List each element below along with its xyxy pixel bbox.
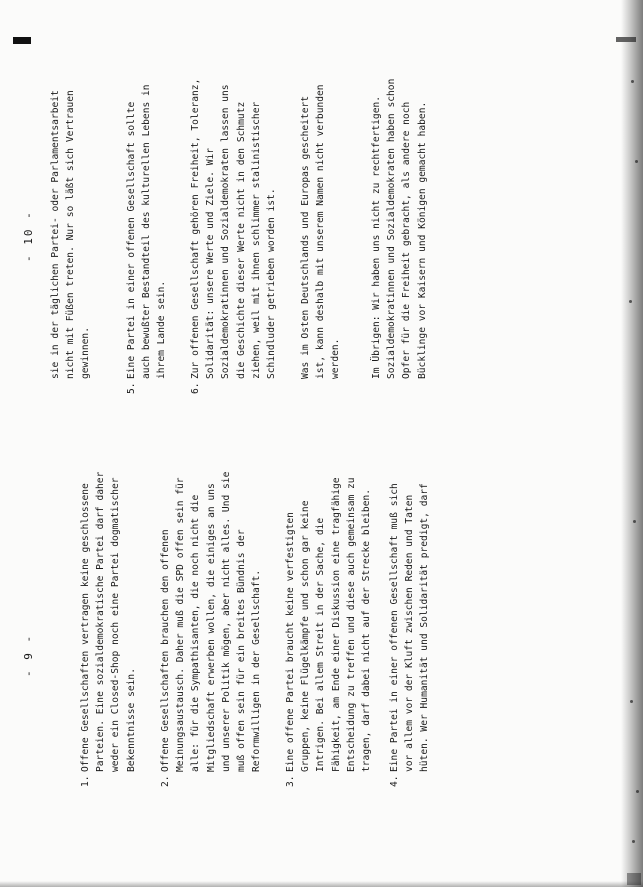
text-line: Fähigkeit, am Ende einer Diskussion eine tragfähige <box>330 477 342 772</box>
text-line: Eine offene Partei braucht keine verfestigten <box>285 512 296 772</box>
text-line: hüten. Wer Humanität und Solidarität predigt, darf <box>419 483 431 772</box>
item-number: 4. <box>389 775 400 787</box>
text-line: Entscheidung zu treffen und diese auch gemeinsam zu <box>345 477 357 772</box>
text-line: Bekenntnisse sein. <box>125 668 137 772</box>
text-line: Parteien. Eine sozialdemokratische Partei darf daher <box>95 471 107 772</box>
text-line: werden. <box>330 338 342 379</box>
text-line: alle: für die Sympathisanten, die noch nicht die <box>190 494 202 772</box>
continuation-paragraph <box>48 90 94 379</box>
text-line: vor allem vor der Kluft zwischen Reden und Taten <box>404 494 416 772</box>
paragraph <box>369 79 430 379</box>
text-line: Zur offenen Gesellschaft gehören Freiheit, Toleranz, <box>190 78 201 379</box>
text-line: Schindluder getrieben worden ist. <box>266 188 278 379</box>
text-line: Meinungsaustausch. Daher muß die SPD offen sein für <box>175 477 187 772</box>
item-number: 2. <box>160 775 171 787</box>
page-number-right: - 10 - <box>22 210 35 262</box>
text-line: Offene Gesellschaften vertragen keine geschlossene <box>80 483 91 772</box>
page-number-left: - 9 - <box>22 633 35 677</box>
text-line: tragen, darf dabei nicht auf der Strecke bleiben. <box>361 488 373 772</box>
text-line: Solidarität: unsere Werte und Ziele. Wir <box>205 147 217 379</box>
text-line: sie in der täglichen Partei- oder Parlamentsarbeit <box>50 90 61 379</box>
text-line: Sozialdemokratinnen und Sozialdemokraten lassen uns <box>220 84 232 379</box>
text-line: ihrem Lande sein. <box>156 280 168 379</box>
text-line: weder ein Closed-Shop noch eine Partei dogmatischer <box>110 477 122 772</box>
text-line: Was im Osten Deutschlands und Europas gescheitert <box>300 95 311 379</box>
text-line: Sozialdemokratinnen und Sozialdemokraten haben schon <box>386 78 398 379</box>
text-line: Gruppen, keine Flügelkämpfe und schon gar keine <box>300 500 312 772</box>
item-number: 5. <box>126 382 137 394</box>
text-line: muß offen sein für ein breites Bündnis der <box>236 529 248 772</box>
text-line: gewinnen. <box>80 327 92 379</box>
item-number: 6. <box>190 382 201 394</box>
text-line: Offene Gesellschaften brauchen den offenen <box>160 529 171 772</box>
text-line: Opfer für die Freiheit gebracht, als andere noch <box>401 101 413 379</box>
item-number: 3. <box>285 775 296 787</box>
text-line: Eine Partei in einer offenen Gesellschaft sollte <box>126 101 137 379</box>
text-line: die Geschichte dieser Werte nicht in den Schmutz <box>235 101 247 379</box>
text-line: Eine Partei in einer offenen Gesellschaft muß sich <box>389 483 400 772</box>
text-line: ziehen, weil mit ihnen schlimmer stalinistischer <box>250 101 262 379</box>
item-number: 1. <box>80 775 91 787</box>
text-line: und unserer Politik mögen, aber nicht alles. Und sie <box>220 471 232 772</box>
text-line: Im Übrigen: Wir haben uns nicht zu rechtfertigen. <box>371 95 382 379</box>
text-line: Reformwilligen in der Gesellschaft. <box>251 569 263 772</box>
text-line: Intrigen. Bei allem Streit in der Sache, die <box>315 517 327 772</box>
text-line: Bücklinge vor Kaisern und Königen gemacht haben. <box>416 101 428 379</box>
text-line: nicht mit Füßen treten. Nur so läßt sich Vertrauen <box>65 90 77 379</box>
text-line: ist, kann deshalb mit unserem Namen nicht verbunden <box>315 84 327 379</box>
paragraph <box>298 84 344 379</box>
text-line: Mitgliedschaft erwerben wollen, die einiges an uns <box>205 483 217 772</box>
text-line: auch bewußter Bestandteil des kulturellen Lebens in <box>141 84 153 379</box>
